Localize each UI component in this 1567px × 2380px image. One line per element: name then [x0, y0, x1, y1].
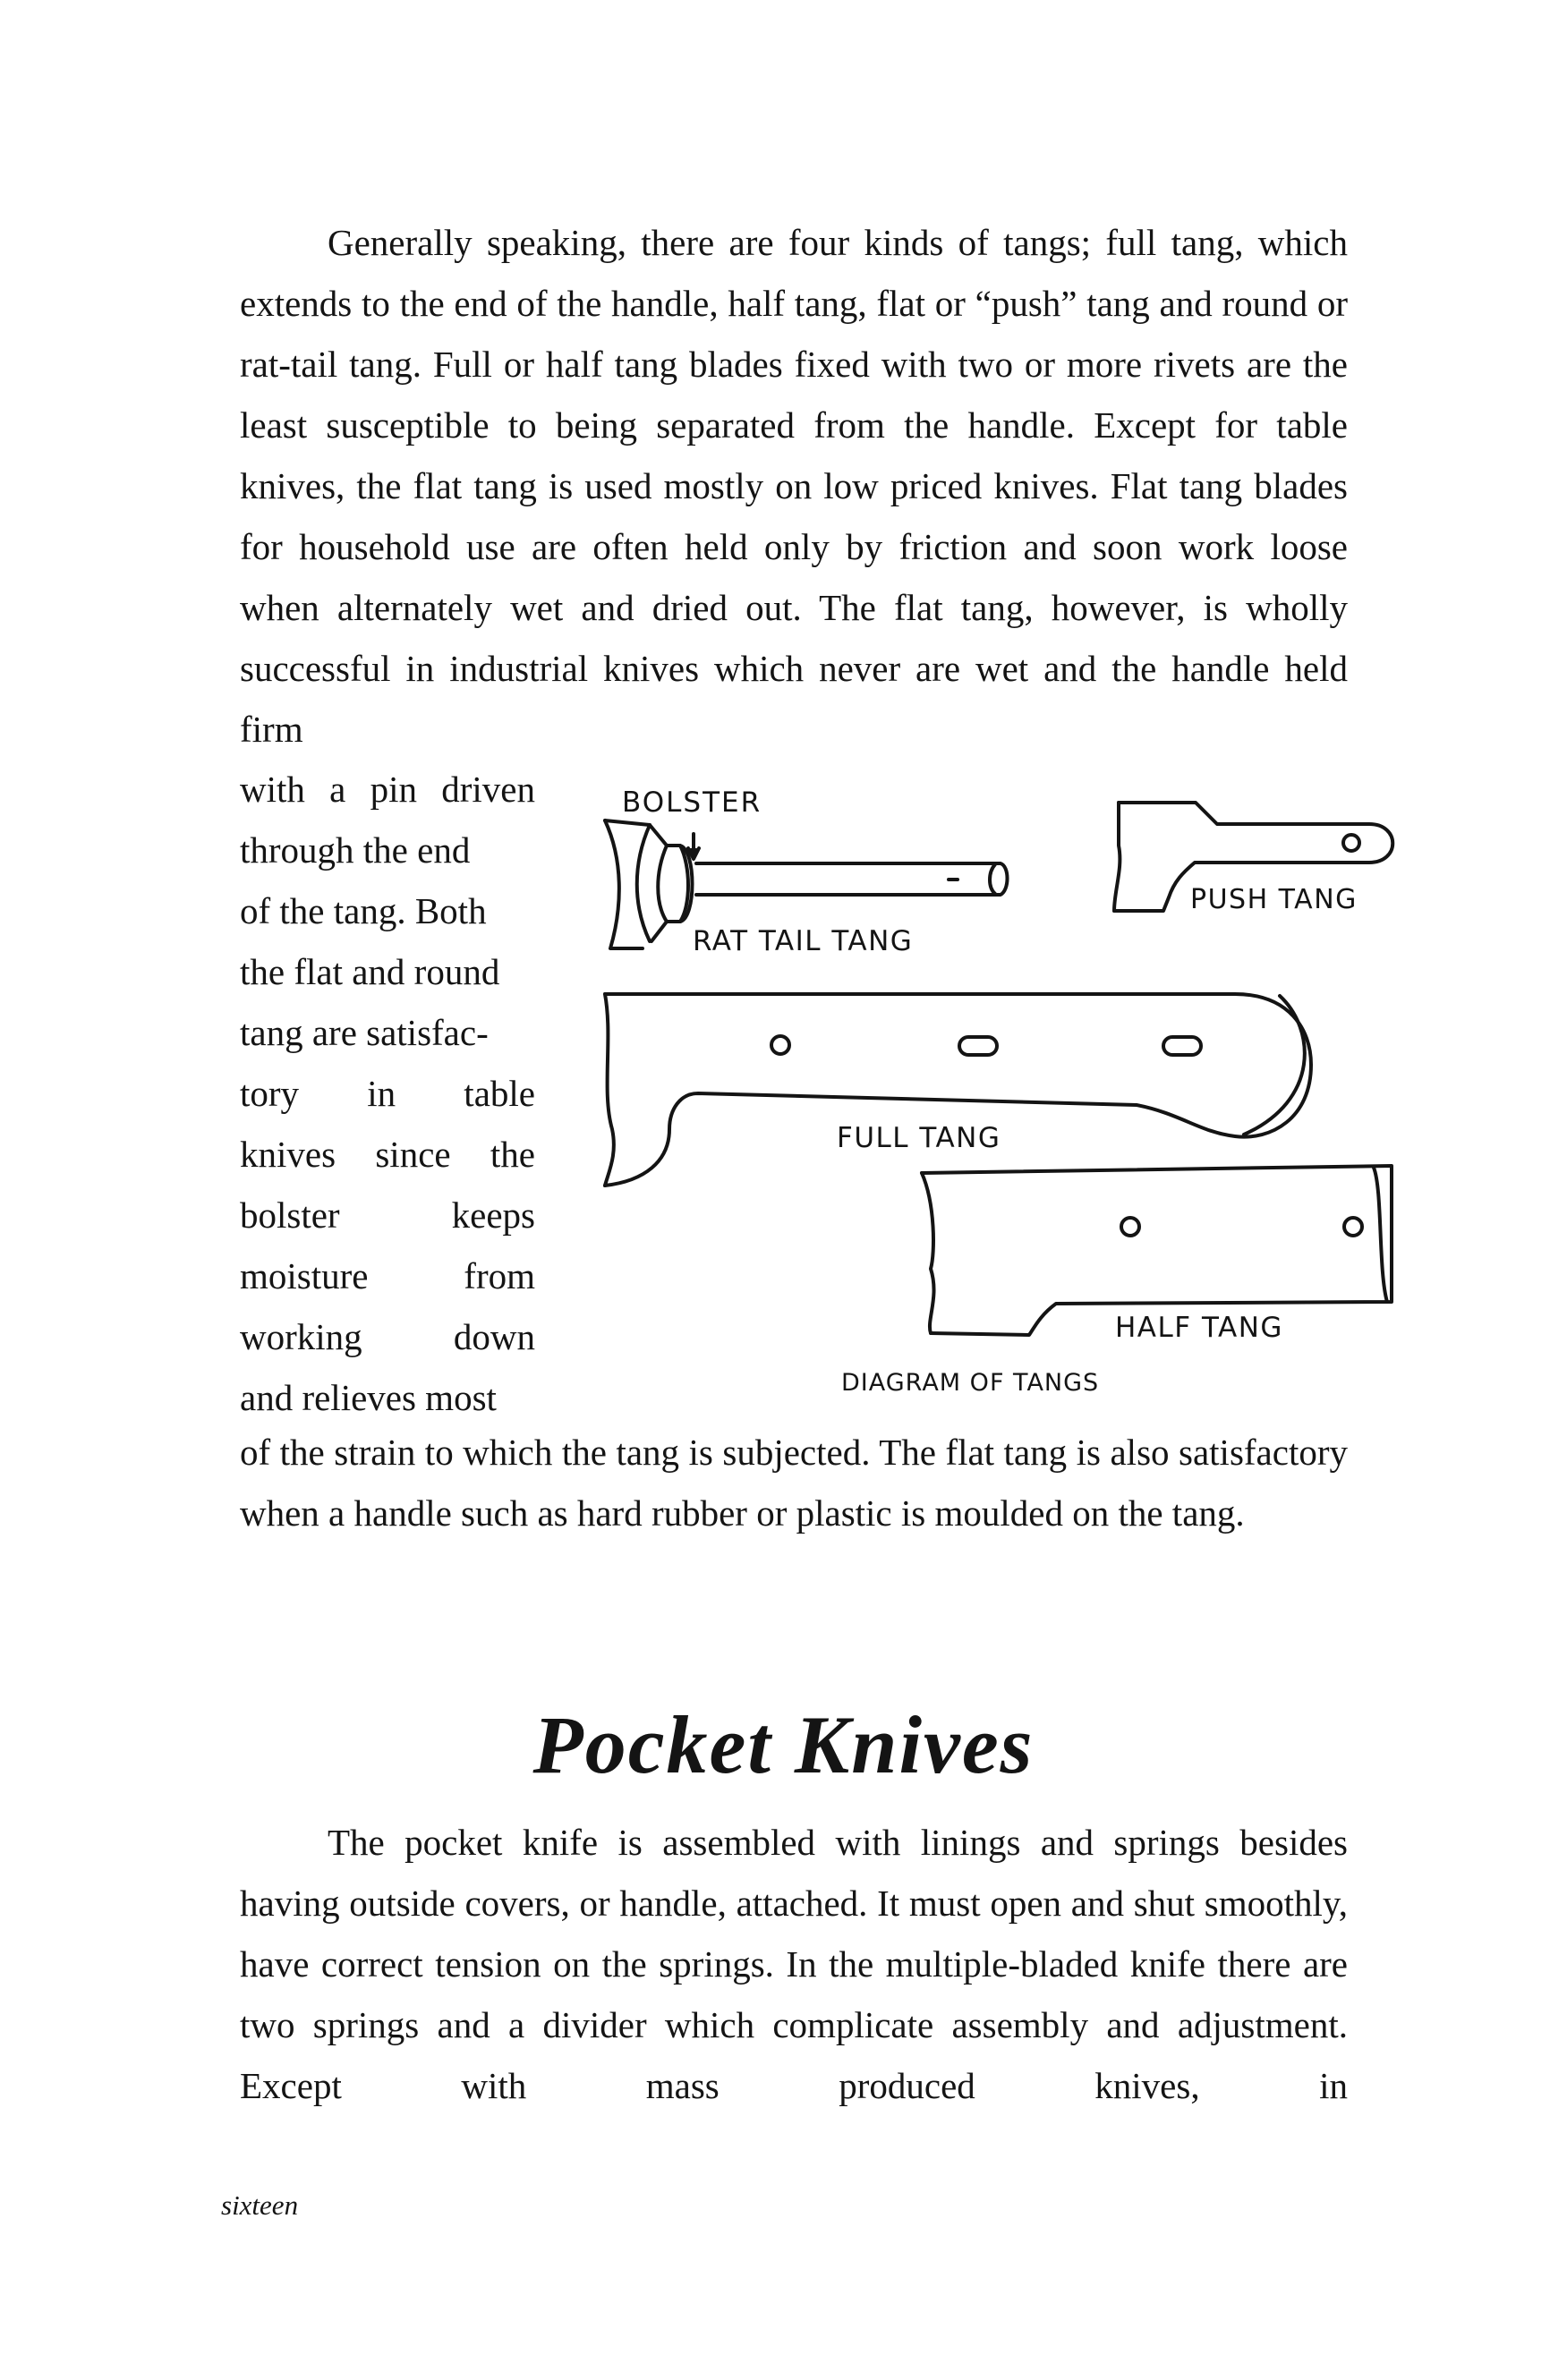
label-rat-tail-tang: RAT TAIL TANG — [693, 925, 914, 957]
section-heading: Pocket Knives — [532, 1699, 1035, 1790]
full-tang-drawing — [605, 994, 1311, 1186]
intro-paragraph: Generally speaking, there are four kinds of tangs; full tang, which extends to the end of the handle, half tang, flat or “push” tang and round or rat-tail tang. Full or half tang blades fixed with two or more rivets are the least susceptible to being separated from the handle. Except for table knives, the flat tang is used mostly on low priced knives. Flat tang blades for household use are often held only by friction and soon work loose when alternately wet and dried out. The flat tang, however, is wholly successful in industrial knives which never are wet and the handle held firm — [240, 222, 1348, 750]
side-text-line: through the end — [240, 829, 471, 871]
intro-paragraph-end: of the strain to which the tang is subjected. The flat tang is also satisfactory when a handle such as hard rubber or plastic is moulded on the tang. — [240, 1432, 1348, 1534]
page-number: sixteen — [221, 2189, 299, 2221]
label-full-tang: FULL TANG — [837, 1122, 1001, 1154]
side-text-line: knives since the — [240, 1134, 535, 1175]
side-text-line: of the tang. Both — [240, 890, 487, 931]
side-text-line: tory in table — [240, 1073, 535, 1114]
side-text-line: working down — [240, 1316, 535, 1357]
side-text-line: the flat and round — [240, 951, 500, 992]
side-text-line: moisture from — [240, 1255, 535, 1296]
label-bolster: BOLSTER — [622, 786, 762, 819]
side-text-line: and relieves most — [240, 1377, 497, 1418]
side-text-line: with a pin driven — [240, 769, 535, 810]
side-text-line: tang are satisfac- — [240, 1012, 489, 1053]
side-text-line: bolster keeps — [240, 1194, 535, 1236]
diagram-caption: DIAGRAM OF TANGS — [841, 1369, 1100, 1397]
half-tang-drawing — [922, 1166, 1392, 1335]
label-half-tang: HALF TANG — [1115, 1312, 1283, 1344]
pocket-knives-paragraph: The pocket knife is assembled with linings and springs besides having outside covers, or handle, attached. It must open and shut smoothly, have correct tension on the springs. In the multiple-bladed knife there are two springs and a divider which complicate assembly and adjustment. Except with mass produced knives, in — [240, 1822, 1348, 2106]
label-push-tang: PUSH TANG — [1190, 884, 1358, 915]
